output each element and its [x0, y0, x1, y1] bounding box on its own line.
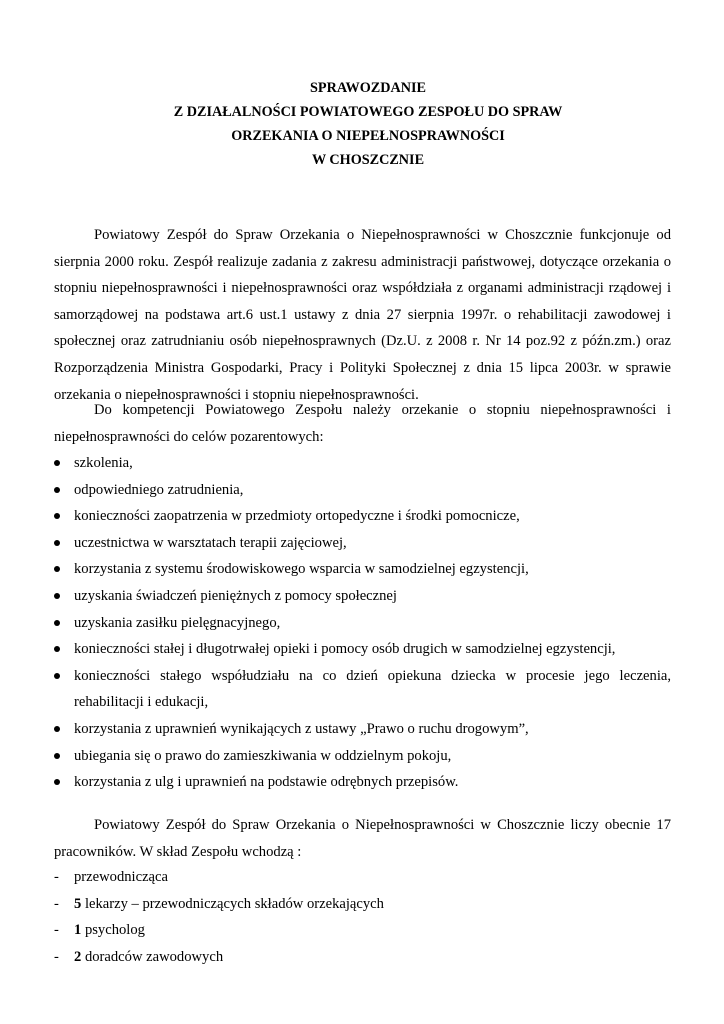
staff-list	[54, 864, 671, 970]
paragraph-line: sierpnia 2000 roku. Zespół realizuje zadania z zakresu administracji państwowej, dotyczące orzekania o	[54, 253, 671, 270]
bullet-icon	[54, 673, 60, 679]
list-item: korzystania z systemu środowiskowego wsparcia w samodzielnej egzystencji,	[54, 556, 671, 583]
dash-marker: -	[54, 895, 59, 912]
paragraph-line: Powiatowy Zespół do Spraw Orzekania o Niepełnosprawności w Choszcznie liczy obecnie 17	[94, 817, 671, 833]
title-line: SPRAWOZDANIE	[310, 80, 426, 96]
staff-role: przewodnicząca	[74, 869, 168, 885]
bullet-icon	[54, 753, 60, 759]
paragraph-line: orzekania o niepełnosprawności i stopniu niepełnosprawności.	[54, 386, 419, 403]
title-line: W CHOSZCZNIE	[311, 152, 425, 168]
document-title	[0, 76, 724, 172]
bullet-icon	[54, 460, 60, 466]
paragraph-line: samorządowej na podstawa art.6 ust.1 ustawy z dnia 27 sierpnia 1997r. o rehabilitacji zawodowej i	[54, 306, 671, 323]
list-item: konieczności stałej i długotrwałej opieki i pomocy osób drugich w samodzielnej egzystencji,	[54, 636, 671, 663]
bullet-icon	[54, 779, 60, 785]
title-line: Z DZIAŁALNOŚCI POWIATOWEGO ZESPOŁU DO SPRAW	[173, 104, 563, 120]
competence-list	[54, 450, 671, 796]
staff-count: 2	[74, 948, 82, 965]
staff-paragraph	[54, 812, 671, 865]
list-item: uczestnictwa w warsztatach terapii zajęciowej,	[54, 530, 671, 557]
list-item: szkolenia,	[54, 450, 671, 477]
staff-role: doradców zawodowych	[81, 948, 224, 965]
paragraph-line: społecznej oraz zatrudnianiu osób niepełnosprawnych (Dz.U. z 2008 r. Nr 14 poz.92 z późn.zm.) oraz	[54, 333, 671, 350]
bullet-icon	[54, 646, 60, 652]
bullet-icon	[54, 620, 60, 626]
list-item: konieczności stałego współudziału na co dzień opiekuna dziecka w procesie jego leczenia, rehabilitacji i edukacji,	[54, 663, 671, 716]
paragraph-line: niepełnosprawności do celów pozarentowych:	[54, 428, 324, 445]
bullet-icon	[54, 593, 60, 599]
list-item: konieczności zaopatrzenia w przedmioty ortopedyczne i środki pomocnicze,	[54, 503, 671, 530]
list-item	[54, 864, 671, 891]
staff-role: psycholog	[81, 922, 145, 939]
staff-count: 5	[74, 895, 82, 912]
list-item	[54, 944, 671, 971]
list-item: korzystania z uprawnień wynikających z ustawy „Prawo o ruchu drogowym”,	[54, 716, 671, 743]
competence-paragraph	[54, 397, 671, 450]
bullet-icon	[54, 487, 60, 493]
list-item: korzystania z ulg i uprawnień na podstawie odrębnych przepisów.	[54, 769, 671, 796]
paragraph-line: Rozporządzenia Ministra Gospodarki, Pracy i Polityki Społecznej z dnia 15 lipca 2003r. w sprawie	[54, 359, 671, 376]
paragraph-line: Powiatowy Zespół do Spraw Orzekania o Niepełnosprawności w Choszcznie funkcjonuje od	[94, 227, 671, 243]
paragraph-line: stopniu niepełnosprawności i niepełnosprawności oraz współdziała z organami administracji rządowej i	[54, 280, 671, 297]
bullet-icon	[54, 513, 60, 519]
bullet-icon	[54, 566, 60, 572]
bullet-icon	[54, 726, 60, 732]
list-item: odpowiedniego zatrudnienia,	[54, 477, 671, 504]
dash-marker: -	[54, 922, 59, 939]
bullet-icon	[54, 540, 60, 546]
paragraph-line: pracowników. W skład Zespołu wchodzą :	[54, 843, 302, 860]
dash-marker: -	[54, 869, 59, 885]
paragraph-line: Do kompetencji Powiatowego Zespołu należy orzekanie o stopniu niepełnosprawności i	[94, 402, 671, 418]
list-item	[54, 917, 671, 944]
list-item: ubiegania się o prawo do zamieszkiwania w oddzielnym pokoju,	[54, 743, 671, 770]
staff-role: lekarzy – przewodniczących składów orzekających	[81, 895, 384, 912]
list-item	[54, 891, 671, 918]
staff-count: 1	[74, 922, 82, 939]
list-item: uzyskania zasiłku pielęgnacyjnego,	[54, 610, 671, 637]
title-line: ORZEKANIA O NIEPEŁNOSPRAWNOŚCI	[231, 128, 505, 144]
dash-marker: -	[54, 948, 59, 965]
intro-paragraph	[54, 222, 671, 408]
list-item: uzyskania świadczeń pieniężnych z pomocy społecznej	[54, 583, 671, 610]
